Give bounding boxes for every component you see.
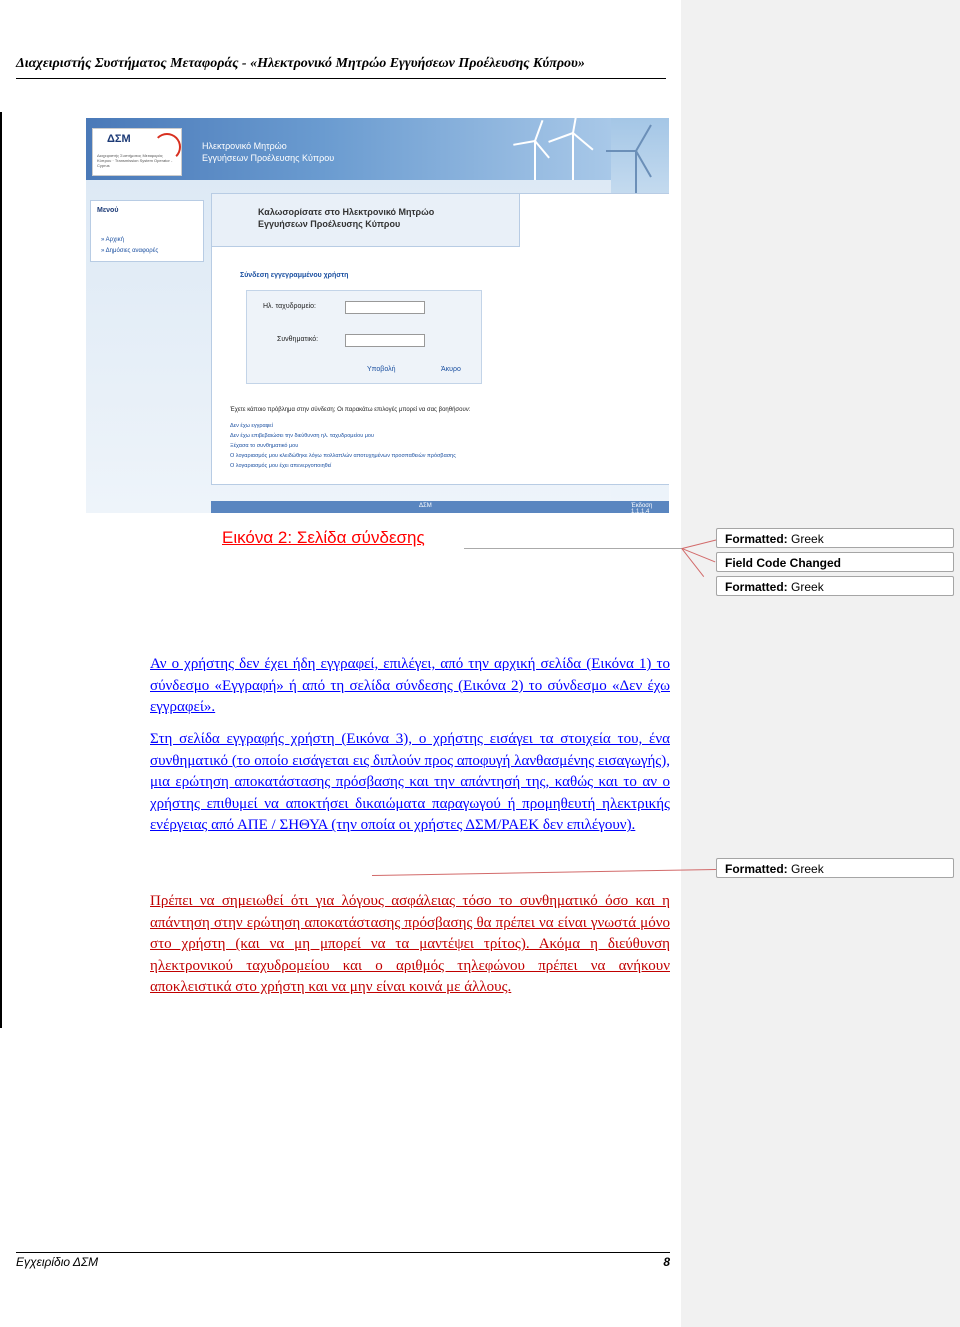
paragraph-2: Στη σελίδα εγγραφής χρήστη (Εικόνα 3), ο χρήστης εισάγει τα στοιχεία του, ένα συνθηματικό (το οποίο εισάγεται εις διπλούν προς αποφυγή λανθασμένης εισαγωγής), μια ερώτηση αποκατάστασης πρόσβασης και την απάντησή της, καθώς και το αν ο χρήστης επιθυμεί να αποκτήσει δικαιώματα παραγωγού ή προμηθευτή ηλεκτρικής ενέργειας από ΑΠΕ / ΣΗΘΥΑ (την οποία οι χρήστες ΔΣΜ/ΡΑΕΚ δεν επιλέγουν). [150, 731, 670, 834]
balloon-connector [372, 869, 716, 876]
wind-turbine-icon [534, 140, 536, 180]
wind-turbine-icon [572, 132, 574, 180]
comment-value: Greek [791, 580, 824, 594]
turbine-blade [572, 132, 593, 150]
turbine-blade [534, 140, 550, 158]
comments-pane [681, 0, 960, 1327]
welcome-text [258, 206, 434, 230]
banner-title-line-1: Ηλεκτρονικό Μητρώο [202, 141, 287, 151]
welcome-line-1: Καλωσορίσατε στο Ηλεκτρονικό Μητρώο [258, 207, 435, 217]
help-question: Έχετε κάποιο πρόβλημα στην σύνδεση; Οι παρακάτω επιλογές μπορεί να σας βοηθήσουν: [230, 407, 471, 413]
login-title: Σύνδεση εγγεγραμμένου χρήστη [240, 272, 349, 279]
footer-title: Εγχειρίδιο ΔΣΜ [16, 1255, 99, 1269]
turbine-blade [513, 140, 535, 146]
cancel-button[interactable]: Άκυρο [441, 366, 461, 373]
comment-label: Field Code Changed [725, 556, 842, 570]
turbine-blade [606, 150, 636, 152]
logo [92, 128, 182, 176]
login-form [246, 290, 482, 384]
help-link-not-registered[interactable]: Δεν έχω εγγραφεί [230, 423, 273, 429]
figure-caption: Εικόνα 2: Σελίδα σύνδεσης [222, 528, 425, 547]
menu-title: Μενού [97, 207, 119, 214]
site-footer-name: ΔΣΜ [419, 503, 432, 509]
submit-button[interactable]: Υποβολή [367, 366, 396, 373]
menu-item-public-reports[interactable]: » Δημόσιες αναφορές [101, 248, 159, 254]
comment-label: Formatted: [725, 862, 788, 876]
help-link-account-disabled[interactable]: Ο λογαριασμός μου έχει απενεργοποιηθεί [230, 463, 332, 469]
page-header: Διαχειριστής Συστήματος Μεταφοράς - «Ηλεκτρονικό Μητρώο Εγγυήσεων Προέλευσης Κύπρου» [16, 56, 666, 79]
turbine-blade [635, 151, 652, 178]
help-link-account-locked[interactable]: Ο λογαριασμός μου κλειδώθηκε λόγω πολλαπλών αποτυχημένων προσπαθειών πρόσβασης [230, 453, 456, 459]
site-footer [211, 501, 669, 513]
turbine-blade [548, 132, 573, 143]
comment-balloon[interactable] [716, 576, 954, 596]
logo-subtitle: Διαχειριστής Συστήματος Μεταφοράς Κύπρου · Transmission System Operator - Cyprus [97, 153, 173, 168]
menu-panel [90, 200, 204, 262]
comment-balloon[interactable] [716, 858, 954, 878]
password-label: Συνθηματικό: [277, 336, 319, 343]
comment-value: Greek [791, 862, 824, 876]
change-bar [0, 112, 2, 1028]
password-field[interactable] [345, 334, 425, 347]
turbine-blade [534, 120, 543, 141]
comment-balloon[interactable] [716, 528, 954, 548]
caption-connector [464, 548, 682, 549]
help-link-unconfirmed-email[interactable]: Δεν έχω επιβεβαιώσει την διεύθυνση ηλ. ταχυδρομείου μου [230, 433, 374, 439]
page-footer [16, 1252, 670, 1269]
menu-item-home[interactable]: » Αρχική [101, 237, 124, 243]
comment-balloon[interactable] [716, 552, 954, 572]
paragraph-1: Αν ο χρήστης δεν έχει ήδη εγγραφεί, επιλέγει, από την αρχική σελίδα (Εικόνα 1) το σύνδεσμο «Εγγραφή» ή από τη σελίδα σύνδεσης (Εικόνα 2) το σύνδεσμο «Δεν έχω εγγραφεί». [150, 656, 670, 716]
welcome-box [211, 193, 520, 247]
page-number: 8 [663, 1255, 670, 1269]
banner-title [202, 140, 334, 164]
comment-label: Formatted: [725, 532, 788, 546]
help-link-forgot-password[interactable]: Ξέχασα το συνθηματικό μου [230, 443, 299, 449]
turbine-blade [635, 125, 652, 152]
email-label: Ηλ. ταχυδρομείο: [263, 303, 316, 310]
paragraph-3: Πρέπει να σημειωθεί ότι για λόγους ασφάλειας τόσο το συνθηματικό όσο και η απάντηση στην ερώτηση αποκατάστασης πρόσβασης θα πρέπει να είναι γνωστά μόνο στο χρήστη (και να μη μπορεί να τα μαντέψει τρίτος). Ακόμα η διεύθυνση ηλεκτρονικού ταχυδρομείου και ο αριθμός τηλεφώνου πρέπει να ανήκουν αποκλειστικά στο χρήστη και να μην είναι κοινά με άλλους. [150, 893, 670, 996]
comment-value: Greek [791, 532, 824, 546]
banner-title-line-2: Εγγυήσεων Προέλευσης Κύπρου [202, 153, 335, 163]
logo-text: ΔΣΜ [107, 133, 131, 145]
banner [86, 118, 611, 180]
site-version: Έκδοση 1.1.1.4 [631, 503, 653, 513]
welcome-line-2: Εγγυήσεων Προέλευσης Κύπρου [258, 219, 401, 229]
email-field[interactable] [345, 301, 425, 314]
login-screenshot-figure [86, 118, 669, 513]
comment-label: Formatted: [725, 580, 788, 594]
